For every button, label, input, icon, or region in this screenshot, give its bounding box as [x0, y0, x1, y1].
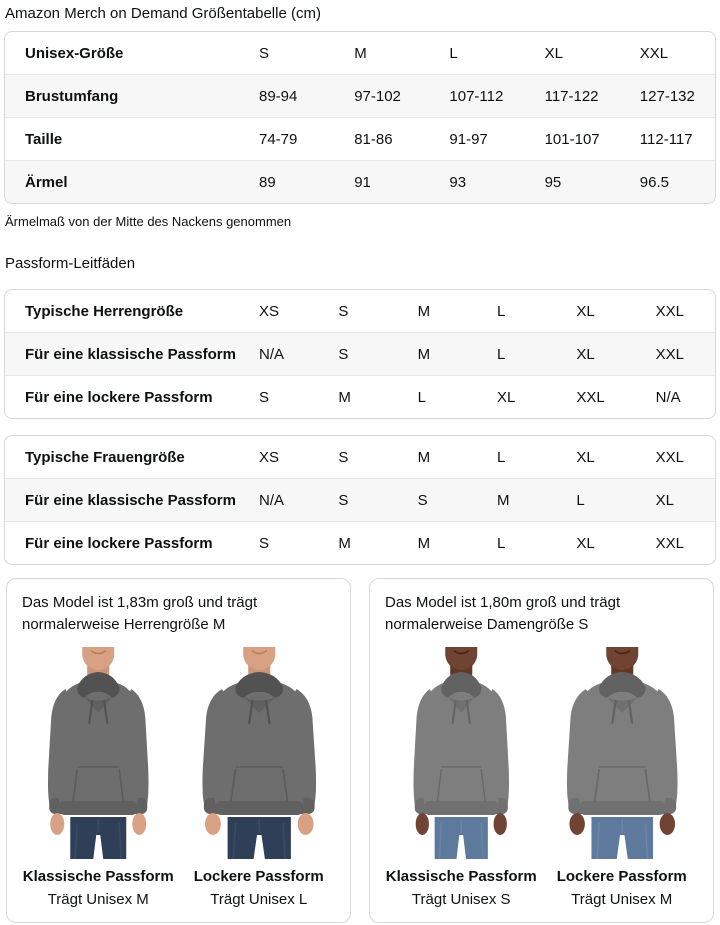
- value-cell: S: [259, 44, 270, 62]
- model-description: Das Model ist 1,83m groß und trägt normalerweise Herrengröße M: [22, 594, 258, 633]
- value-cell: XL: [576, 302, 595, 320]
- value-cell: S: [338, 491, 349, 509]
- value-cell: 97-102: [354, 87, 401, 105]
- value-cell: 112-117: [639, 130, 693, 148]
- table-row: [5, 332, 715, 375]
- value-cell: L: [497, 302, 506, 320]
- value-cell: XXL: [655, 448, 685, 466]
- value-cell: 96.5: [639, 173, 669, 191]
- table-header-row: [5, 290, 715, 332]
- fit-label: Klassische Passform: [385, 868, 537, 885]
- unisex-size-table: [4, 31, 716, 204]
- value-cell: M: [417, 534, 431, 552]
- value-cell: XL: [544, 44, 563, 62]
- value-cell: S: [259, 388, 270, 406]
- value-cell: 117-122: [544, 87, 599, 105]
- value-cell: 74-79: [259, 130, 298, 148]
- row-label-cell: Typische Herrengröße: [25, 302, 184, 320]
- value-cell: XXL: [639, 44, 669, 62]
- value-cell: XL: [576, 448, 595, 466]
- value-cell: L: [576, 491, 585, 509]
- value-cell: S: [259, 534, 270, 552]
- value-cell: XS: [259, 302, 280, 320]
- row-label-cell: Typische Frauengröße: [25, 448, 185, 466]
- model-photo-classic: [385, 647, 538, 859]
- model-photo-loose: [546, 647, 699, 859]
- value-cell: 91: [354, 173, 371, 191]
- table-row: [5, 160, 715, 203]
- value-cell: L: [449, 44, 458, 62]
- value-cell: M: [417, 302, 431, 320]
- row-label-cell: Taille: [25, 130, 63, 148]
- value-cell: M: [338, 388, 351, 406]
- fit-label: Klassische Passform: [22, 868, 174, 885]
- value-cell: S: [338, 345, 349, 363]
- table-row: [5, 117, 715, 160]
- value-cell: S: [338, 448, 349, 466]
- page-title: Amazon Merch on Demand Größentabelle (cm): [5, 5, 321, 22]
- size-worn-label: Trägt Unisex M: [47, 891, 149, 908]
- value-cell: 93: [449, 173, 467, 191]
- female-model-card: [369, 578, 714, 923]
- value-cell: XXL: [576, 388, 605, 406]
- value-cell: 81-86: [354, 130, 393, 148]
- size-worn-label: Trägt Unisex L: [210, 891, 308, 908]
- value-cell: L: [497, 345, 506, 363]
- table-row: [5, 375, 715, 418]
- row-label-cell: Für eine klassische Passform: [25, 491, 236, 509]
- value-cell: 91-97: [449, 130, 488, 148]
- row-label-cell: Für eine lockere Passform: [25, 534, 213, 552]
- value-cell: 89: [259, 173, 276, 191]
- value-cell: M: [417, 345, 431, 363]
- row-label-cell: Für eine lockere Passform: [25, 388, 213, 406]
- value-cell: XXL: [655, 534, 685, 552]
- value-cell: M: [338, 534, 351, 552]
- male-model-card: [6, 578, 351, 923]
- row-label-cell: Für eine klassische Passform: [25, 345, 236, 363]
- model-cards: [6, 578, 714, 923]
- table-header-row: [5, 32, 715, 74]
- model-photo-loose: [183, 647, 336, 859]
- value-cell: M: [354, 44, 367, 62]
- model-photos: [22, 647, 335, 859]
- table-row: [5, 74, 715, 117]
- value-cell: L: [417, 388, 426, 406]
- sleeve-measurement-note: Ärmelmaß von der Mitte des Nackens genommen: [5, 214, 292, 229]
- table-header-row: [5, 436, 715, 478]
- value-cell: L: [497, 448, 506, 466]
- value-cell: N/A: [259, 345, 285, 363]
- photo-caption: [22, 867, 175, 909]
- value-cell: N/A: [259, 491, 285, 509]
- photo-caption: [546, 867, 699, 909]
- table-row: [5, 521, 715, 564]
- model-description: Das Model ist 1,80m groß und trägt normalerweise Damengröße S: [385, 594, 621, 633]
- size-worn-label: Trägt Unisex S: [411, 891, 511, 908]
- photo-labels: [385, 867, 698, 909]
- model-photos: [385, 647, 698, 859]
- value-cell: XL: [497, 388, 516, 406]
- fit-guides-title: Passform-Leitfäden: [5, 255, 136, 272]
- photo-caption: [183, 867, 336, 909]
- value-cell: S: [417, 491, 428, 509]
- value-cell: 107-112: [449, 87, 504, 105]
- model-photo-classic: [22, 647, 175, 859]
- value-cell: 127-132: [639, 87, 695, 105]
- row-label-cell: Unisex-Größe: [25, 44, 124, 62]
- value-cell: XL: [655, 491, 675, 509]
- value-cell: XL: [576, 534, 595, 552]
- row-label-cell: Brustumfang: [25, 87, 119, 105]
- value-cell: 101-107: [544, 130, 600, 148]
- size-worn-label: Trägt Unisex M: [571, 891, 673, 908]
- value-cell: XS: [259, 448, 280, 466]
- value-cell: XXL: [655, 345, 685, 363]
- photo-labels: [22, 867, 335, 909]
- womens-fit-table: [4, 435, 716, 565]
- value-cell: XXL: [655, 302, 685, 320]
- fit-label: Lockere Passform: [193, 868, 324, 885]
- value-cell: S: [338, 302, 349, 320]
- value-cell: XL: [576, 345, 595, 363]
- value-cell: 89-94: [259, 87, 298, 105]
- photo-caption: [385, 867, 538, 909]
- value-cell: L: [497, 534, 506, 552]
- value-cell: M: [417, 448, 431, 466]
- mens-fit-table: [4, 289, 716, 419]
- table-row: [5, 478, 715, 521]
- value-cell: 95: [544, 173, 562, 191]
- fit-label: Lockere Passform: [556, 868, 687, 885]
- row-label-cell: Ärmel: [25, 173, 68, 191]
- value-cell: N/A: [655, 388, 681, 406]
- value-cell: M: [497, 491, 510, 509]
